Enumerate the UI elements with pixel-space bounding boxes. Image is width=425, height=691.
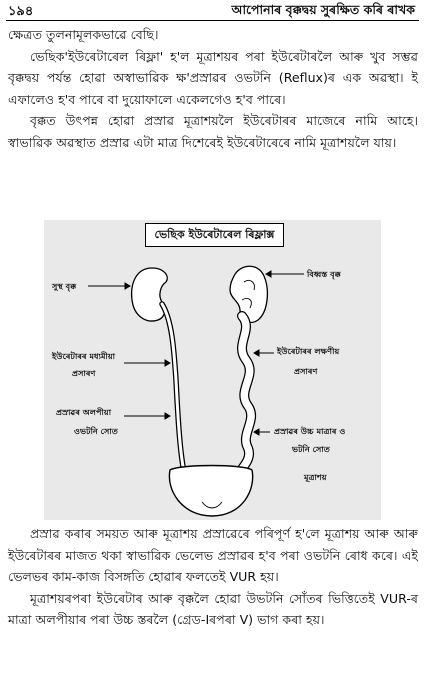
bottom-text-block — [8, 523, 418, 631]
vur-figure — [44, 220, 381, 520]
label-mild-dilation-1: ইউৰেটাৰৰ মধ্যমীয়া — [52, 351, 116, 361]
label-healthy-kidney: সুস্থ বৃক্ক — [52, 281, 77, 291]
label-high-reflux-1: প্ৰস্ৰাৱৰ উচ্চ মাত্ৰাৰ ও — [274, 426, 346, 436]
label-severe-dilation-1: ইউৰেটাৰৰ লক্ষণীয় — [277, 346, 340, 356]
label-damaged-kidney: বিধ্বস্ত বৃক্ক — [307, 269, 341, 279]
header-rule — [6, 20, 419, 21]
paragraph-vur-definition: ভেছিক'ইউৰেটাৰেল ৰিফ্লা' হ'ল মূত্ৰাশয়ৰ পৰা ইউৰেটাৰলৈ আৰু খুব সম্ভৱ বৃক্কদ্বয় পৰ্যন্ত হোৱা অস্বাভাৱিক ক্ষ'প্ৰস্ৰাৱৰ ওভটনি (Reflux)ৰ এক অৱস্থা। ই এফালেও হ'ব পাৰে বা দুয়োফালে একেলগেও হ'ব পাৰে। — [8, 48, 418, 107]
paragraph-valve: প্ৰস্ৰাৱ কৰাৰ সময়ত আৰু মূত্ৰাশয় প্ৰস্ৰাৱেৰে পৰিপূৰ্ণ হ'লে মূত্ৰাশয় আৰু আৰু ইউৰেটাৰৰ মাজত থকা স্বাভাৱিক ভেলেভ প্ৰস্ৰাৱৰ হ'ব পৰা ওভটনি ৰোধ কৰে। এই ভেলভৰ কাম-কাজ বিসঙ্গতি হোৱাৰ ফলতেই VUR হয়। — [8, 526, 418, 584]
label-low-reflux-2: ওভটনি সোত — [74, 426, 118, 436]
running-title: আপোনাৰ বৃক্কদ্বয় সুৰক্ষিত কৰি ৰাখক — [231, 2, 415, 17]
label-high-reflux-2: ভটনি সোত — [292, 444, 330, 454]
top-text-block — [8, 24, 418, 153]
paragraph-grading: মূত্ৰাশয়ৰপৰা ইউৰেটাৰ আৰু বৃক্কলৈ হোৱা উভটনি সোঁতৰ ভিত্তিতেই VUR-ৰ মাত্ৰা অলপীয়াৰ পৰা উচ্চ স্তৰলৈ (গ্ৰেড-Iৰপৰা V) ভাগ কৰা হয়। — [8, 590, 418, 627]
damaged-kidney-shape — [230, 266, 267, 322]
bladder-shape — [169, 466, 252, 517]
page-number: ১৯৪ — [8, 4, 34, 19]
figure-title: ভেছিক ইউৰেটাৰেল ৰিফ্লাক্স — [145, 223, 284, 247]
label-bladder: মূত্ৰাশয় — [304, 472, 327, 482]
label-low-reflux-1: প্ৰস্ৰাৱৰ অলপীয়া — [56, 407, 112, 417]
paragraph-normal-flow: বৃক্কত উৎপন্ন হোৱা প্ৰস্ৰাৱ মূত্ৰাশয়লৈ ইউৰেটাৰৰ মাজেৰে নামি আহে। স্বাভাৱিক অৱস্থাত প্ৰস্ৰাৱ এটা মাত্ৰ দিশেৰেই ইউৰেটাৰেৰে নামি মূত্ৰাশয়লৈ যায়। — [8, 113, 418, 150]
label-severe-dilation-2: প্ৰসাৰণ — [294, 366, 318, 376]
page-header — [0, 0, 425, 20]
label-mild-dilation-2: প্ৰসাৰণ — [72, 368, 96, 378]
continued-line: ক্ষেত্ৰত তুলনামূলকভাৱে বেছি। — [8, 27, 159, 42]
healthy-kidney-shape — [132, 268, 168, 321]
